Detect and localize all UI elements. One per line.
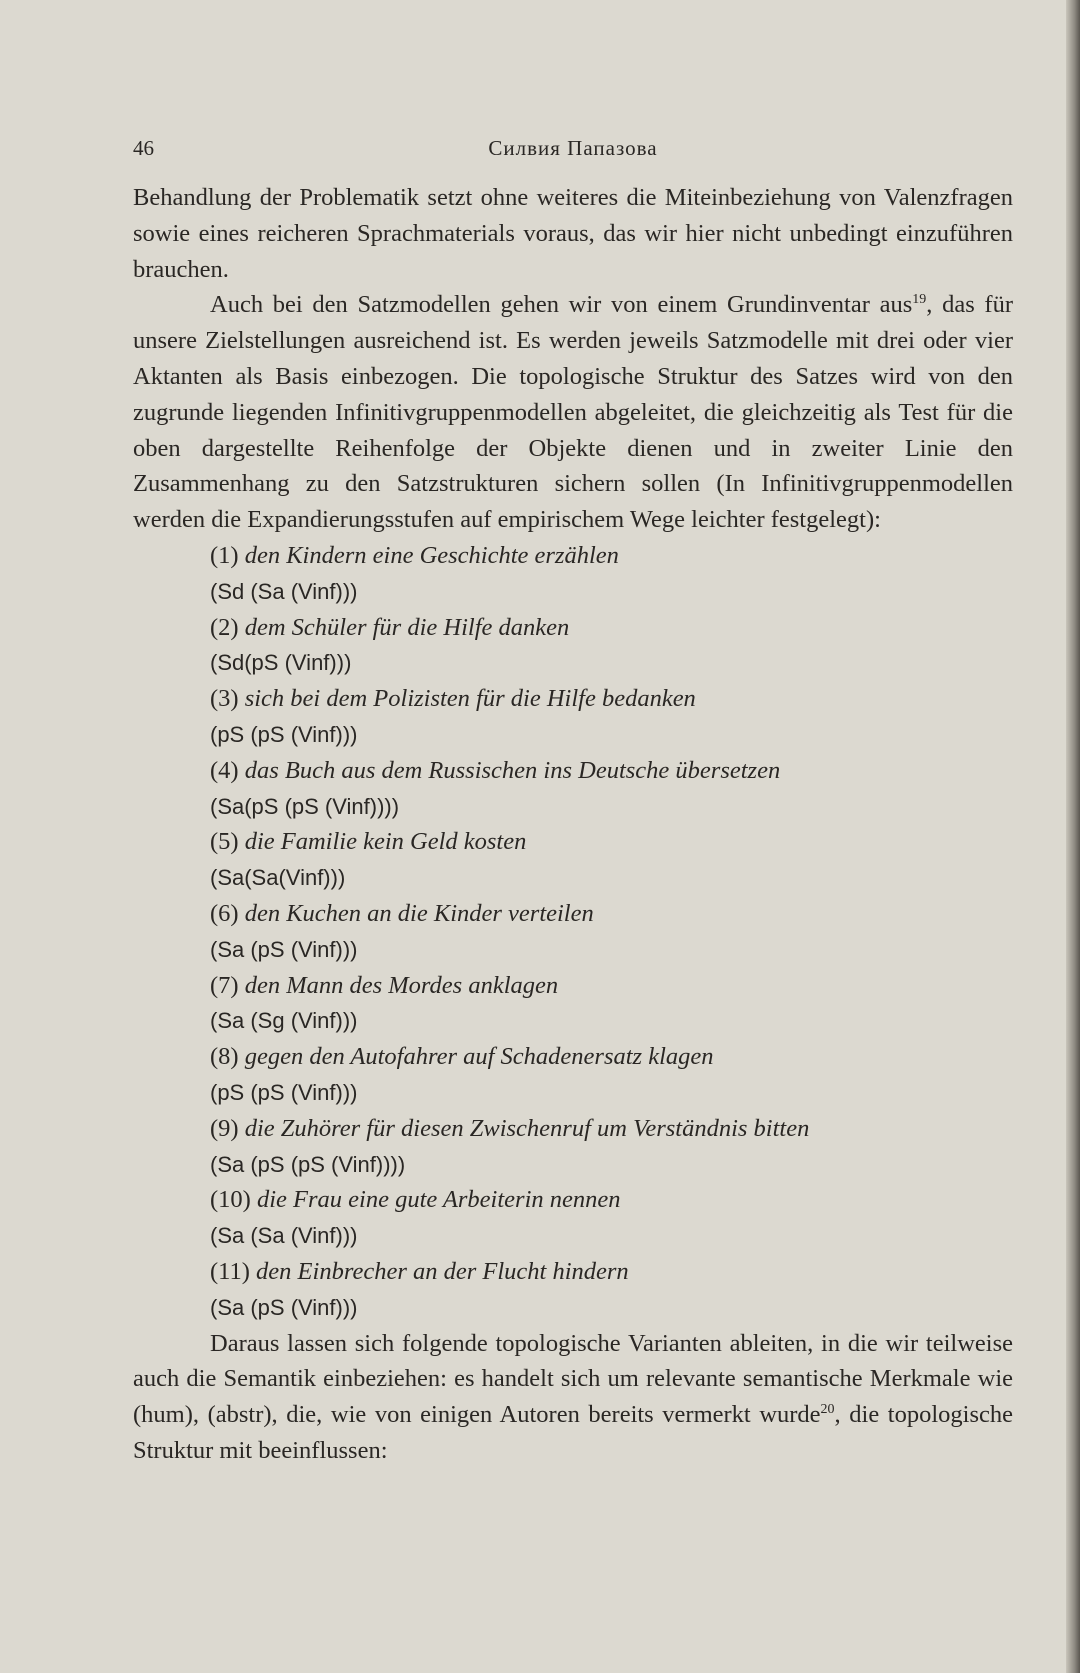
page-number: 46 (133, 136, 154, 160)
page-body (133, 180, 1013, 1469)
example-item (133, 681, 1013, 753)
footnote-ref-20: 20 (820, 1401, 835, 1417)
example-number: (2) (210, 613, 239, 641)
example-formula: (pS (pS (Vinf))) (210, 721, 358, 747)
paragraph-2-text-a: Auch bei den Satzmodellen gehen wir von einem Grundinventar aus (210, 291, 913, 319)
example-phrase: gegen den Autofahrer auf Schadenersatz klagen (244, 1043, 714, 1071)
example-item (133, 1254, 1013, 1326)
example-item (133, 824, 1013, 896)
paragraph-2 (133, 287, 1013, 538)
example-formula: (Sd(pS (Vinf))) (210, 650, 352, 676)
example-phrase: den Kindern eine Geschichte erzählen (244, 541, 619, 569)
paragraph-2-text-b: , das für unsere Zielstellungen ausreichend ist. Es werden jeweils Satzmodelle mit drei oder vier Aktanten als Basis einbezogen. Die topologische Struktur des Satzes wird von den zugrunde liegenden Infinitivgruppenmodellen abgeleitet, die gleichzeitig als Test für die oben dargestellte Reihenfolge der Objekte dienen und in zweiter Linie den Zusammenhang zu den Satzstrukturen sichern sollen (In Infinitivgruppenmodellen werden die Expandierungsstufen auf empirischem Wege leichter festgelegt): (133, 291, 1013, 534)
example-number: (4) (210, 756, 239, 784)
example-number: (7) (210, 971, 239, 999)
paragraph-3-text-a: Daraus lassen sich folgende topologische Varianten ableiten, in die wir teilweise auch die Semantik einbeziehen: es handelt sich um relevante semantische Merkmale wie (hum), (abstr), die, wie von einigen Autoren bereits vermerkt wurde (133, 1329, 1013, 1429)
example-phrase: die Zuhörer für diesen Zwischenruf um Verständnis bitten (244, 1114, 810, 1142)
page-edge (1066, 0, 1080, 1673)
example-phrase: den Kuchen an die Kinder verteilen (244, 899, 594, 927)
example-number: (1) (210, 541, 239, 569)
example-phrase: die Familie kein Geld kosten (244, 828, 527, 856)
paragraph-3-text-b: , die topologische Struktur mit beeinflussen: (133, 1401, 1013, 1464)
example-formula: (Sa (pS (Vinf))) (210, 1294, 358, 1320)
example-number: (5) (210, 828, 239, 856)
example-number: (8) (210, 1043, 239, 1071)
example-formula: (Sa(pS (pS (Vinf)))) (210, 793, 400, 819)
example-number: (11) (210, 1257, 250, 1285)
example-item (133, 538, 1013, 610)
example-phrase: sich bei dem Polizisten für die Hilfe bedanken (244, 685, 696, 713)
example-phrase: die Frau eine gute Arbeiterin nennen (256, 1186, 621, 1214)
footnote-ref-19: 19 (912, 292, 927, 308)
page-header (133, 136, 1013, 168)
example-item (133, 968, 1013, 1040)
example-phrase: den Mann des Mordes anklagen (244, 971, 559, 999)
example-number: (9) (210, 1114, 239, 1142)
example-item (133, 1111, 1013, 1183)
example-phrase: den Einbrecher an der Flucht hindern (256, 1257, 629, 1285)
example-number: (10) (210, 1186, 251, 1214)
example-phrase: das Buch aus dem Russischen ins Deutsche übersetzen (244, 756, 781, 784)
example-number: (6) (210, 899, 239, 927)
paragraph-3 (133, 1326, 1013, 1469)
paragraph-1: Behandlung der Problematik setzt ohne weiteres die Miteinbeziehung von Valenzfragen sowie eines reicheren Sprachmaterials voraus, das wir hier nicht unbedingt einzuführen brauchen. (133, 184, 1013, 283)
example-formula: (Sa (Sg (Vinf))) (210, 1008, 358, 1034)
example-number: (3) (210, 685, 239, 713)
running-title: Силвия Папазова (488, 136, 658, 160)
example-item (133, 896, 1013, 968)
example-formula: (Sa (Sa (Vinf))) (210, 1223, 358, 1249)
example-item (133, 753, 1013, 825)
example-formula: (Sa (pS (Vinf))) (210, 936, 358, 962)
example-list (133, 538, 1013, 1326)
example-formula: (Sa(Sa(Vinf))) (210, 865, 346, 891)
example-item (133, 610, 1013, 682)
example-formula: (Sa (pS (pS (Vinf)))) (210, 1151, 406, 1177)
example-formula: (Sd (Sa (Vinf))) (210, 578, 358, 604)
example-phrase: dem Schüler für die Hilfe danken (244, 613, 570, 641)
example-formula: (pS (pS (Vinf))) (210, 1079, 358, 1105)
example-item (133, 1182, 1013, 1254)
example-item (133, 1039, 1013, 1111)
